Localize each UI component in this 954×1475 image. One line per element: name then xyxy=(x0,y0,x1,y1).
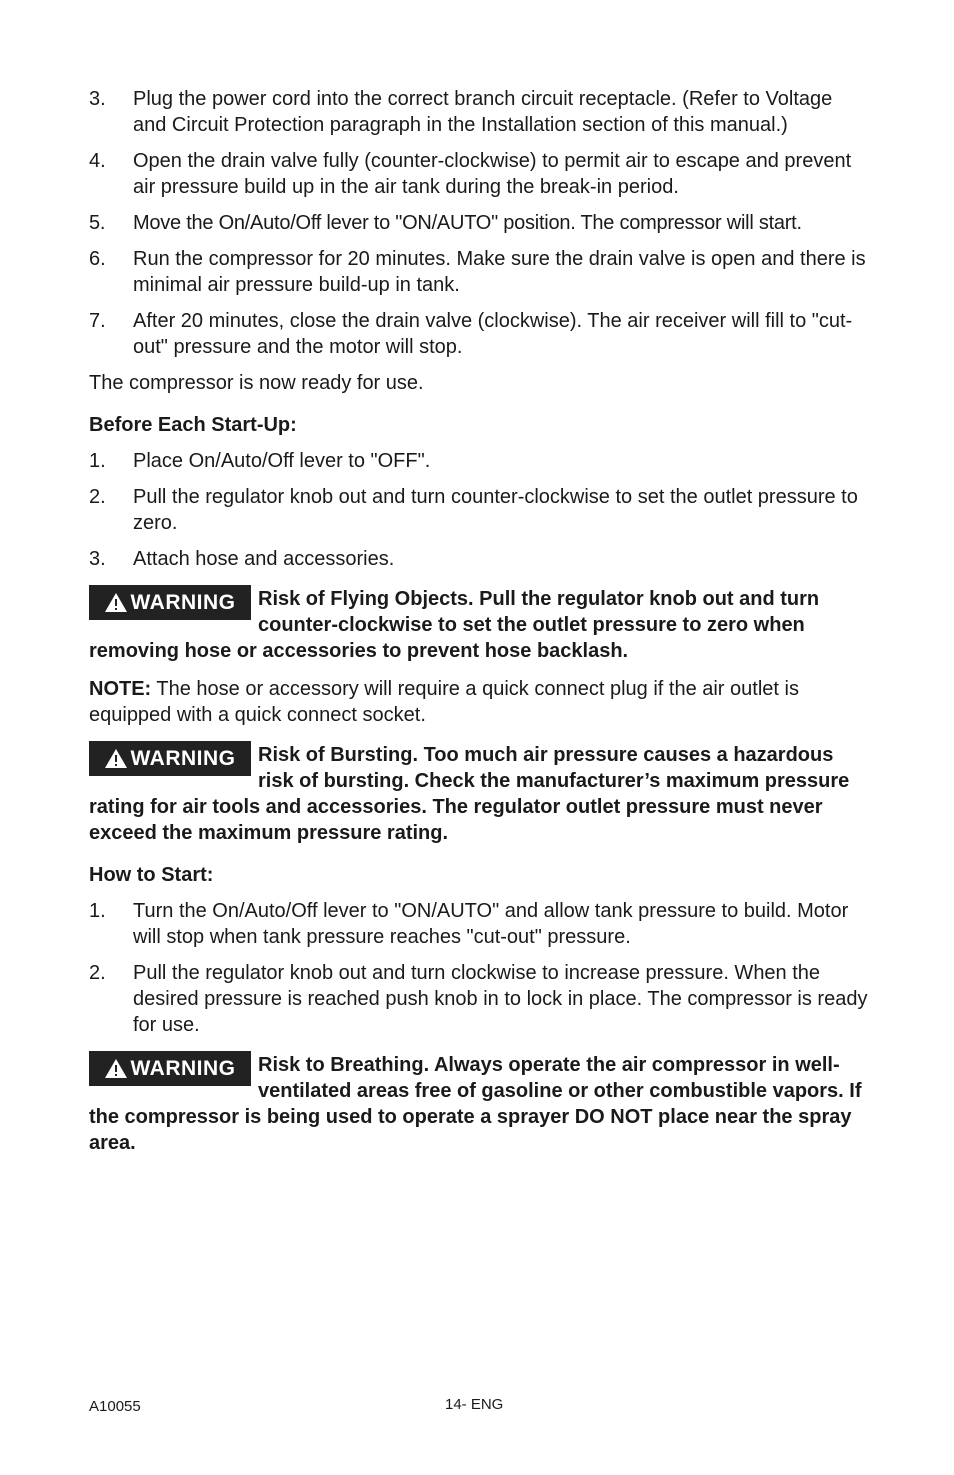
start-heading: How to Start: xyxy=(89,864,214,886)
step-5: 5. Move the On/Auto/Off lever to "ON/AUTO" position. The compressor will start. xyxy=(89,212,802,234)
before-step-1: 1. Place On/Auto/Off lever to "OFF". xyxy=(89,450,431,472)
warning-badge: WARNING xyxy=(89,585,251,620)
warning-triangle-icon xyxy=(105,749,127,768)
before-heading: Before Each Start-Up: xyxy=(89,414,297,436)
warning-flying-objects: WARNING Risk of Flying Objects. Pull the regulator knob out and turn counter-clockwise to set the outlet pressure to zero when removing hose or accessories to prevent hose backlash. xyxy=(89,586,869,664)
footer-code: A10055 xyxy=(89,1398,141,1415)
footer-page-number: 14- ENG xyxy=(445,1396,504,1413)
step-4: 4. Open the drain valve fully (counter-clockwise) to permit air to escape and prevent air pressure build up in the air tank during the break-in period. xyxy=(89,150,852,198)
warning-triangle-icon xyxy=(105,1059,127,1078)
ready-text: The compressor is now ready for use. xyxy=(89,372,424,394)
before-step-2: 2. Pull the regulator knob out and turn counter-clockwise to set the outlet pressure to zero. xyxy=(89,486,858,534)
warning-badge: WARNING xyxy=(89,1051,251,1086)
start-step-2: 2. Pull the regulator knob out and turn clockwise to increase pressure. When the desired pressure is reached push knob in to lock in place. The compressor is ready for use. xyxy=(89,962,868,1036)
before-step-3: 3. Attach hose and accessories. xyxy=(89,548,395,570)
step-6: 6. Run the compressor for 20 minutes. Make sure the drain valve is open and there is minimal air pressure build-up in tank. xyxy=(89,248,866,296)
warning-badge: WARNING xyxy=(89,741,251,776)
note: NOTE: The hose or accessory will require a quick connect plug if the air outlet is equipped with a quick connect socket. xyxy=(89,678,799,726)
step-3: 3. Plug the power cord into the correct branch circuit receptacle. (Refer to Voltage and Circuit Protection paragraph in the Installation section of this manual.) xyxy=(89,88,833,136)
warning-triangle-icon xyxy=(105,593,127,612)
warning-bursting: WARNING Risk of Bursting. Too much air pressure causes a hazardous risk of bursting. Check the manufacturer’s maximum pressure rating for air tools and accessories. The regulator outlet pressure must never exceed the maximum pressure rating. xyxy=(89,742,869,846)
step-7: 7. After 20 minutes, close the drain valve (clockwise). The air receiver will fill to "cut-out" pressure and the motor will stop. xyxy=(89,310,853,358)
start-step-1: 1. Turn the On/Auto/Off lever to "ON/AUTO" and allow tank pressure to build. Motor will stop when tank pressure reaches "cut-out" pressure. xyxy=(89,900,849,948)
warning-breathing: WARNING Risk to Breathing. Always operate the air compressor in well-ventilated areas free of gasoline or other combustible vapors. If the compressor is being used to operate a sprayer DO NOT place near the spray area. xyxy=(89,1052,869,1156)
page-content xyxy=(89,86,869,1168)
